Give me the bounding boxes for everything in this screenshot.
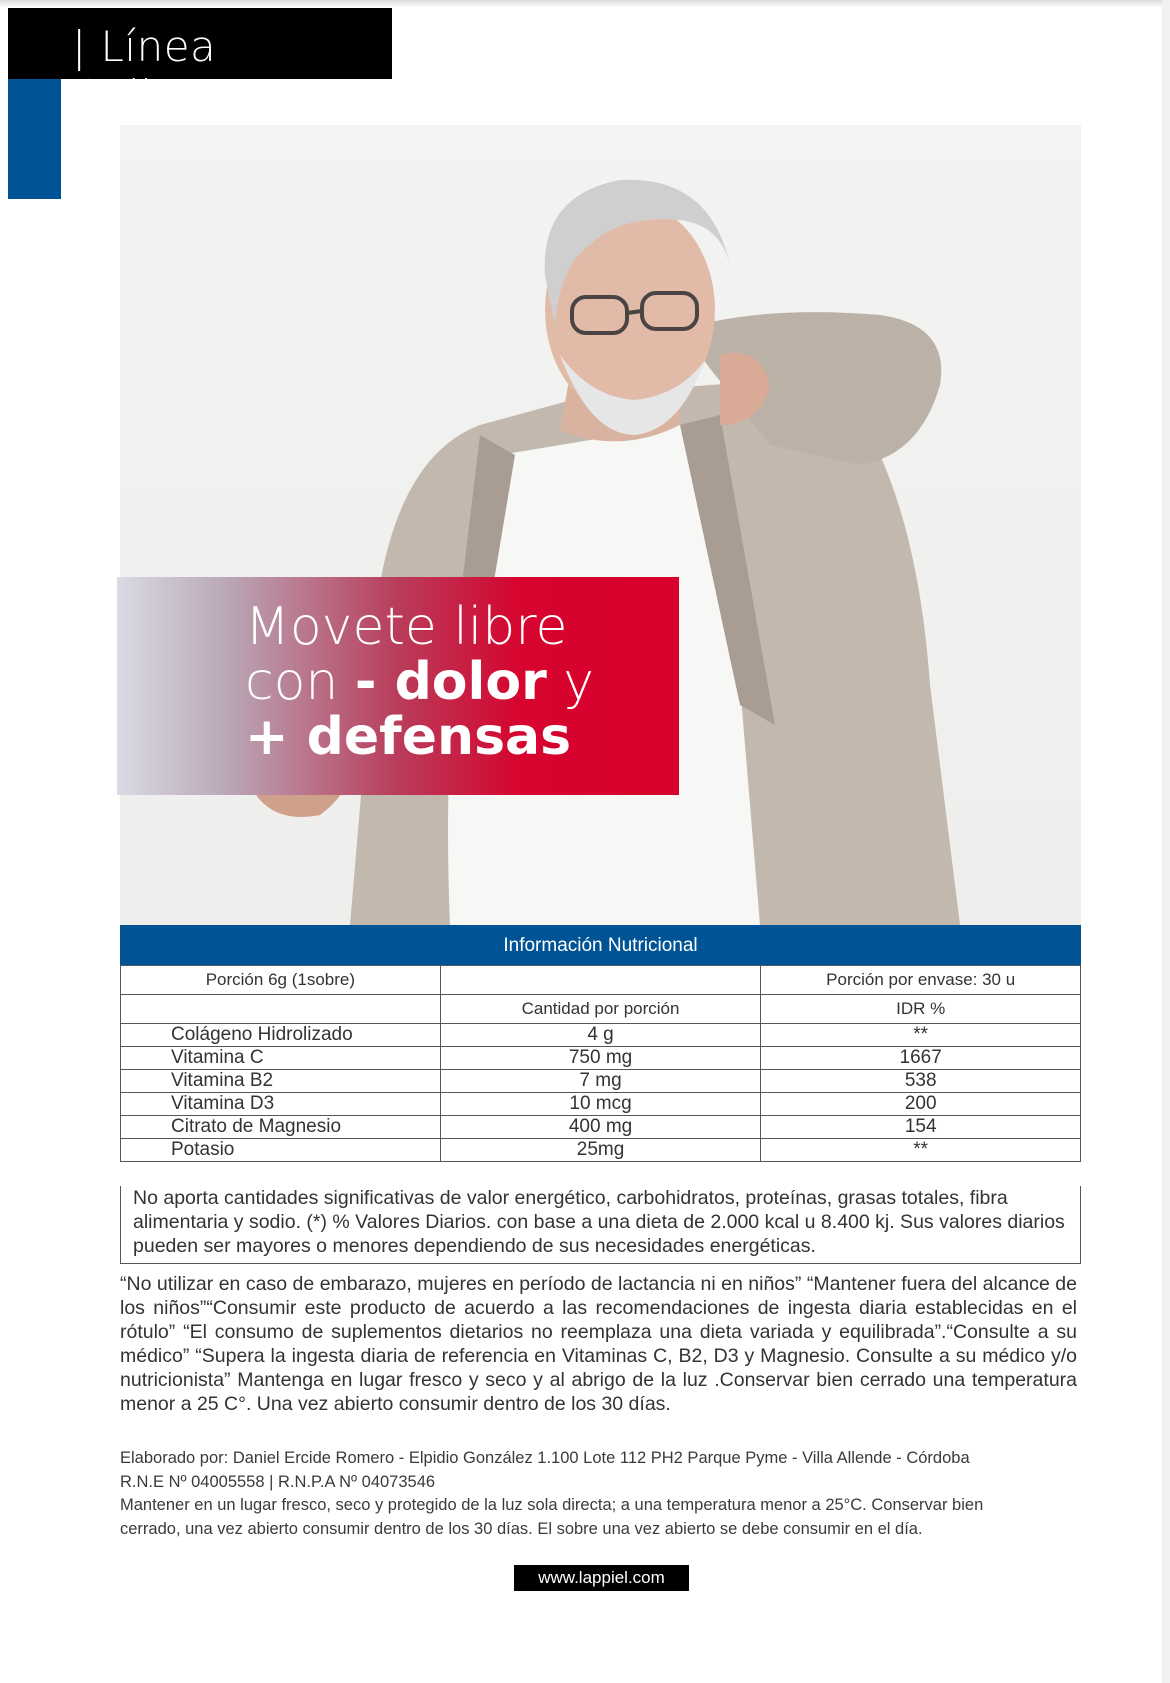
empty-cell: [121, 995, 441, 1024]
nutrient-name: Vitamina B2: [121, 1070, 441, 1093]
nutrient-name: Potasio: [121, 1139, 441, 1162]
table-row: [121, 995, 1081, 1024]
nutrient-amount: 750 mg: [440, 1047, 761, 1070]
headline-text: y: [546, 652, 595, 712]
nutrition-note-box: [120, 1186, 1081, 1264]
man-holding-neck-photo: [120, 125, 1081, 925]
headline-line-2: [245, 652, 595, 712]
nutrient-idr: 538: [761, 1070, 1081, 1093]
table-row: [121, 966, 1081, 995]
nutrient-amount: 10 mcg: [440, 1093, 761, 1116]
nutrition-table-header: [120, 925, 1081, 965]
table-row: [121, 1070, 1081, 1093]
storage-line: Mantener en un lugar fresco, seco y protegido de la luz sola directa; a una temperatura menor a 25°C. Conservar bien: [120, 1496, 984, 1514]
nutrient-amount: 7 mg: [440, 1070, 761, 1093]
nutrient-name: Vitamina D3: [121, 1093, 441, 1116]
nutrition-table-title: Información Nutricional: [503, 935, 698, 956]
portion-cell: Porción 6g (1sobre): [121, 966, 441, 995]
headline-emphasis: - dolor: [354, 652, 547, 712]
header-bar: [8, 8, 392, 120]
column-header-amount: Cantidad por porción: [440, 995, 761, 1024]
photo-illustration: [120, 125, 1081, 925]
table-row: [121, 1093, 1081, 1116]
storage-line: cerrado, una vez abierto consumir dentro de los 30 días. El sobre una vez abierto se debe consumir en el día.: [120, 1519, 923, 1538]
portions-per-pack-cell: Porción por envase: 30 u: [761, 966, 1081, 995]
nutrient-idr: **: [761, 1139, 1081, 1162]
table-row: [121, 1047, 1081, 1070]
empty-cell: [440, 966, 761, 995]
headline-text: con: [245, 652, 355, 712]
nutrient-idr: 200: [761, 1093, 1081, 1116]
page-right-edge: [1162, 0, 1170, 1683]
nutrition-note: No aporta cantidades significativas de valor energético, carbohidratos, proteínas, grasas totales, fibra alimentaria y sodio. (*) % Valores Diarios. con base a una dieta de 2.000 kcal u 8.400 kj. Sus valores diarios pueden ser mayores o menores dependiendo de sus necesidades energéticas.: [133, 1187, 1065, 1257]
blue-accent-stripe: [8, 79, 61, 199]
nutrient-amount: 25mg: [440, 1139, 761, 1162]
table-row: [121, 1024, 1081, 1047]
column-header-idr: IDR %: [761, 995, 1081, 1024]
registry-line: R.N.E Nº 04005558 | R.N.P.A Nº 04073546: [120, 1472, 436, 1491]
headline-line-1: Movete libre: [245, 597, 568, 657]
page-top-shadow: [0, 0, 1170, 8]
headline: [245, 597, 595, 767]
nutrient-amount: 4 g: [440, 1024, 761, 1047]
nutrition-table: [120, 965, 1081, 1162]
nutrient-name: Citrato de Magnesio: [121, 1116, 441, 1139]
page-title: | Línea Collagen: [72, 22, 258, 120]
nutrient-idr: 154: [761, 1116, 1081, 1139]
nutrient-name: Colágeno Hidrolizado: [121, 1024, 441, 1047]
table-row: [121, 1116, 1081, 1139]
website-url[interactable]: www.lappiel.com: [538, 1568, 665, 1587]
headline-line-3: [245, 707, 594, 767]
nutrient-idr: **: [761, 1024, 1081, 1047]
footer-info: [120, 1447, 1077, 1541]
nutrient-idr: 1667: [761, 1047, 1081, 1070]
website-link[interactable]: [514, 1565, 689, 1591]
warning-text: “No utilizar en caso de embarazo, mujeres en período de lactancia ni en niños” “Mantener fuera del alcance de los niños”“Consumir este producto de acuerdo a las recomendaciones de ingesta diaria establecidas en el rótulo” “El consumo de suplementos dietarios no reemplaza una dieta variada y equilibrada”.“Consulte a su médico” “Supera la ingesta diaria de referencia en Vitaminas C, B2, D3 y Magnesio. Consulte a su médico y/o nutricionista” Mantenga en lugar fresco y seco y al abrigo de la luz .Conservar bien cerrado una temperatura menor a 25 C°. Una vez abierto consumir dentro de los 30 días.: [120, 1273, 1077, 1415]
headline-emphasis: + defensas: [245, 707, 572, 767]
maker-line: Elaborado por: Daniel Ercide Romero - Elpidio González 1.100 Lote 112 PH2 Parque Pyme - Villa Allende - Córdoba: [120, 1449, 970, 1467]
table-row: [121, 1139, 1081, 1162]
nutrient-name: Vitamina C: [121, 1047, 441, 1070]
nutrient-amount: 400 mg: [440, 1116, 761, 1139]
